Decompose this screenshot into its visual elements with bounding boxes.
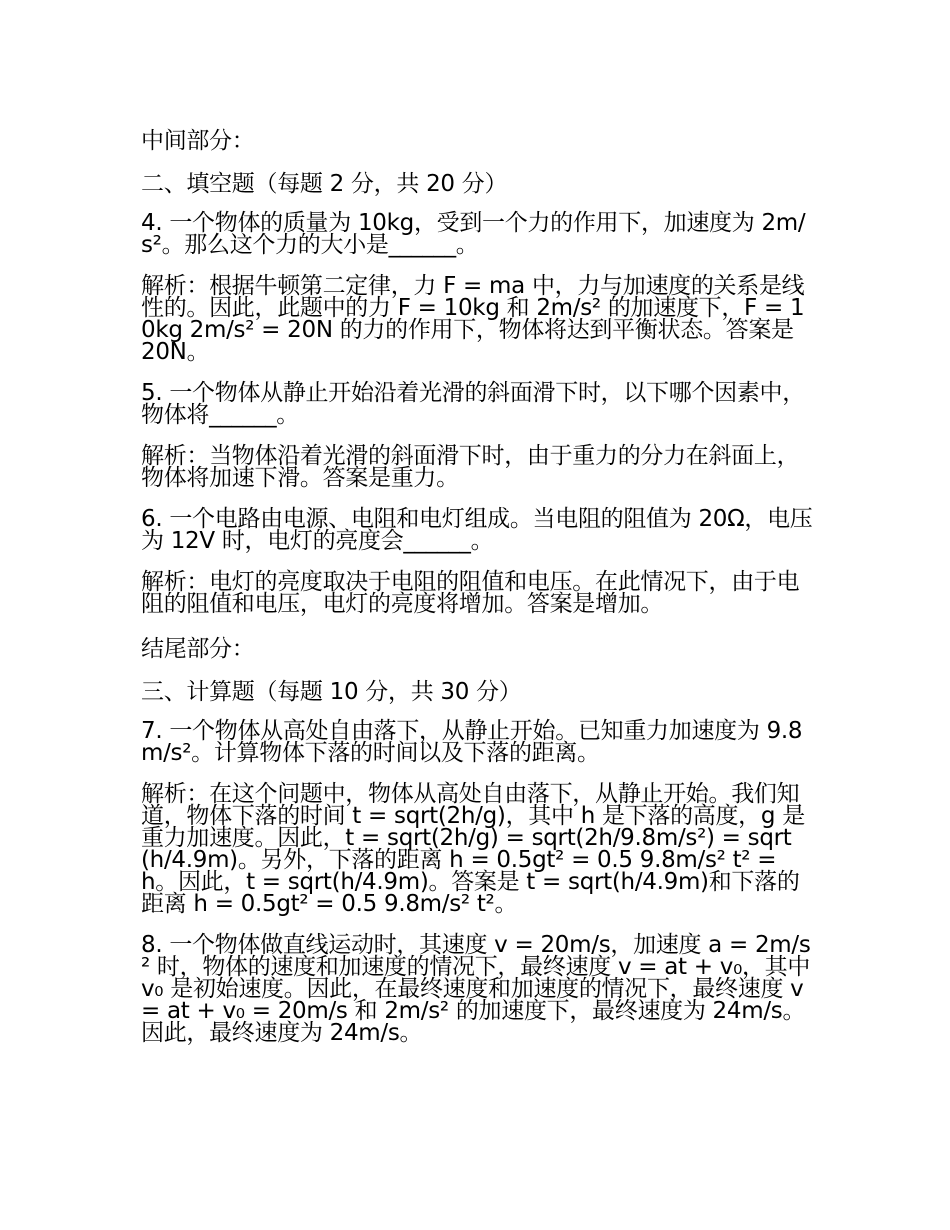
section-heading-middle: 中间部分： bbox=[141, 128, 255, 154]
question-8: 8. 一个物体做直线运动时，其速度 v = 20m/s，加速度 a = 2m/s² 时，物体的速度和加速度的情况下，最终速度 v = at + v₀，其中 v₀ 是初始速度。因此，在最终速度和加速度的情况下，最终速度 v = at + v₀ = 20m/s 和 2m/s² 的加速度下，最终速度为 24m/s。因此，最终速度为 24m/s。 bbox=[141, 932, 811, 1046]
answer-5: 解析：当物体沿着光滑的斜面滑下时，由于重力的分力在斜面上，物体将加速下滑。答案是重力。 bbox=[141, 443, 800, 491]
document-page bbox=[141, 126, 813, 1063]
answer-4: 解析：根据牛顿第二定律，力 F = ma 中，力与加速度的关系是线性的。因此，此题中的力 F = 10kg 和 2m/s² 的加速度下，F = 10kg 2m/s² = 20N 的力的作用下，物体将达到平衡状态。答案是 20N。 bbox=[141, 273, 805, 365]
question-7: 7. 一个物体从高处自由落下，从静止开始。已知重力加速度为 9.8m/s²。计算物体下落的时间以及下落的距离。 bbox=[141, 718, 803, 766]
question-6: 6. 一个电路由电源、电阻和电灯组成。当电阻的阻值为 20Ω，电压为 12V 时，电灯的亮度会______。 bbox=[141, 506, 813, 554]
section-title-calculation: 三、计算题（每题 10 分，共 30 分） bbox=[141, 679, 522, 705]
answer-6: 解析：电灯的亮度取决于电阻的阻值和电压。在此情况下，由于电阻的阻值和电压，电灯的亮度将增加。答案是增加。 bbox=[141, 569, 800, 617]
question-4: 4. 一个物体的质量为 10kg，受到一个力的作用下，加速度为 2m/s²。那么这个力的大小是______。 bbox=[141, 210, 806, 258]
section-title-fill-in: 二、填空题（每题 2 分，共 20 分） bbox=[141, 171, 508, 197]
answer-7: 解析：在这个问题中，物体从高处自由落下，从静止开始。我们知道，物体下落的时间 t = sqrt(2h/g)，其中 h 是下落的高度，g 是重力加速度。因此，t = sqrt(2h/g) = sqrt(2h/9.8m/s²) = sqrt(h/4.9m)。另外，下落的距离 h = 0.5gt² = 0.5 9.8m/s² t² = h。因此，t = sqrt(h/4.9m)。答案是 t = sqrt(h/4.9m)和下落的距离 h = 0.5gt² = 0.5 9.8m/s² t²。 bbox=[141, 781, 805, 917]
question-5: 5. 一个物体从静止开始沿着光滑的斜面滑下时，以下哪个因素中，物体将______。 bbox=[141, 380, 805, 428]
section-heading-end: 结尾部分： bbox=[141, 636, 255, 662]
